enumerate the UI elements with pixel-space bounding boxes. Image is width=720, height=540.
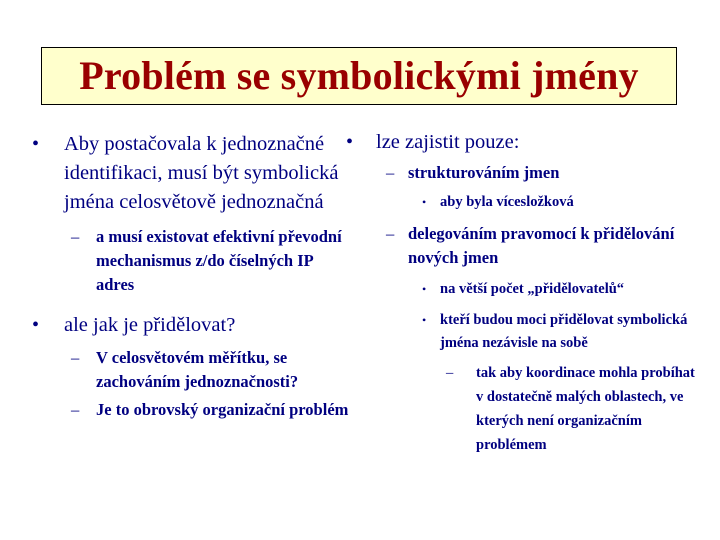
bullet-item: [344, 128, 704, 157]
dot-marker: •: [422, 195, 427, 209]
slide-title: Problém se symbolickými jmény: [79, 53, 639, 98]
dash-item: [344, 361, 704, 457]
dash-item: [24, 225, 354, 297]
dot-text: kteří budou moci přidělovat symbolická jména nezávisle na sobě: [440, 312, 688, 351]
dash-marker: –: [71, 227, 80, 246]
bullet-text: lze zajistit pouze:: [376, 131, 520, 153]
dot-item: [344, 191, 704, 214]
dot-item: [344, 309, 704, 355]
dash-item: [24, 398, 354, 422]
dash-item: [24, 346, 354, 394]
dash-text: delegováním pravomocí k přidělování nových jmen: [408, 224, 675, 267]
dash-marker: –: [386, 224, 395, 243]
bullet-item: [24, 311, 354, 340]
dash-marker: –: [71, 348, 80, 367]
dash-text: a musí existovat efektivní převodní mechanismus z/do číselných IP adres: [96, 227, 342, 294]
dash-text: Je to obrovský organizační problém: [96, 400, 349, 419]
dot-marker: •: [422, 313, 427, 327]
dash-marker: –: [386, 163, 395, 182]
dot-marker: •: [422, 282, 427, 296]
dash-marker: –: [71, 400, 80, 419]
dash-marker: –: [446, 365, 454, 381]
dash-item: [344, 222, 704, 270]
bullet-marker: •: [32, 314, 40, 336]
dot-item: [344, 278, 704, 301]
dash-item: [344, 161, 704, 185]
dash-text: strukturováním jmen: [408, 163, 560, 182]
dash-text: V celosvětovém měřítku, se zachováním jednoznačnosti?: [96, 348, 299, 391]
left-column: [24, 128, 354, 422]
bullet-text: ale jak je přidělovat?: [64, 314, 236, 336]
bullet-text: Aby postačovala k jednoznačné identifikaci, musí být symbolická jména celosvětově jednoznačná: [64, 133, 339, 213]
right-column: [344, 128, 704, 457]
dot-text: aby byla vícesložková: [440, 194, 574, 210]
dash-text: tak aby koordinace mohla probíhat v dostatečně malých oblastech, ve kterých není organizačním problémem: [476, 365, 695, 453]
dot-text: na větší počet „přidělovatelů“: [440, 281, 625, 297]
title-box: [41, 47, 677, 105]
bullet-marker: •: [346, 131, 354, 153]
bullet-marker: •: [32, 133, 40, 155]
bullet-item: [24, 130, 354, 217]
